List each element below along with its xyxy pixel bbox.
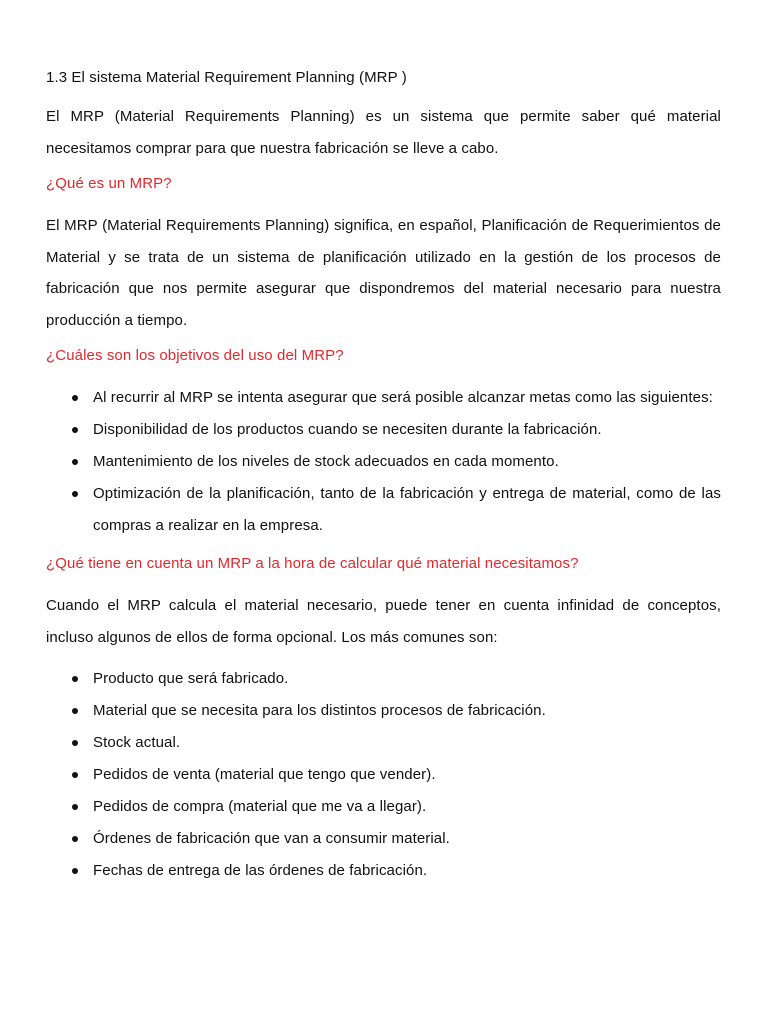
list-item-text: Optimización de la planificación, tanto de la fabricación y entrega de material, como de las compras a realizar en la empresa.: [93, 485, 721, 534]
list-item: [46, 663, 721, 695]
list-item-text: Pedidos de compra (material que me va a llegar).: [93, 798, 427, 815]
list-item-text: Material que se necesita para los distintos procesos de fabricación.: [93, 702, 546, 719]
objectives-list: [46, 382, 721, 542]
list-item-text: Stock actual.: [93, 734, 181, 751]
list-item: [46, 759, 721, 791]
list-item-text: Producto que será fabricado.: [93, 670, 289, 687]
bullet-icon: [72, 772, 78, 778]
list-item-text: Al recurrir al MRP se intenta asegurar que será posible alcanzar metas como las siguientes:: [93, 389, 713, 406]
bullet-icon: [72, 676, 78, 682]
bullet-icon: [72, 740, 78, 746]
list-item: [46, 478, 721, 542]
heading-objectives: ¿Cuáles son los objetivos del uso del MRP?: [46, 347, 344, 364]
list-item: [46, 823, 721, 855]
list-item: [46, 446, 721, 478]
list-item: [46, 382, 721, 414]
list-item: [46, 855, 721, 887]
bullet-icon: [72, 427, 78, 433]
list-item-text: Mantenimiento de los niveles de stock adecuados en cada momento.: [93, 453, 559, 470]
concepts-list: [46, 663, 721, 887]
bullet-icon: [72, 395, 78, 401]
bullet-icon: [72, 836, 78, 842]
list-item-text: Pedidos de venta (material que tengo que vender).: [93, 766, 436, 783]
list-item-text: Fechas de entrega de las órdenes de fabricación.: [93, 862, 428, 879]
bullet-icon: [72, 868, 78, 874]
document-page: [46, 68, 721, 899]
bullet-icon: [72, 708, 78, 714]
bullet-icon: [72, 459, 78, 465]
list-item: [46, 695, 721, 727]
list-item-text: Órdenes de fabricación que van a consumir material.: [93, 830, 450, 847]
bullet-icon: [72, 804, 78, 810]
heading-what-mrp-considers: ¿Qué tiene en cuenta un MRP a la hora de calcular qué material necesitamos?: [46, 555, 579, 572]
section-title: 1.3 El sistema Material Requirement Planning (MRP ): [46, 69, 407, 86]
bullet-icon: [72, 491, 78, 497]
list-item: [46, 791, 721, 823]
what-mrp-considers-paragraph: Cuando el MRP calcula el material necesario, puede tener en cuenta infinidad de conceptos, incluso algunos de ellos de forma opcional. Los más comunes son:: [46, 597, 721, 646]
intro-paragraph: El MRP (Material Requirements Planning) es un sistema que permite saber qué material necesitamos comprar para que nuestra fabricación se lleve a cabo.: [46, 108, 721, 157]
list-item: [46, 414, 721, 446]
list-item: [46, 727, 721, 759]
what-is-mrp-paragraph: El MRP (Material Requirements Planning) significa, en español, Planificación de Requerimientos de Material y se trata de un sistema de planificación utilizado en la gestión de los procesos de fabricación que nos permite asegurar que dispondremos del material necesario para nuestra producción a tiempo.: [46, 217, 721, 329]
heading-what-is-mrp: ¿Qué es un MRP?: [46, 175, 172, 192]
list-item-text: Disponibilidad de los productos cuando se necesiten durante la fabricación.: [93, 421, 602, 438]
